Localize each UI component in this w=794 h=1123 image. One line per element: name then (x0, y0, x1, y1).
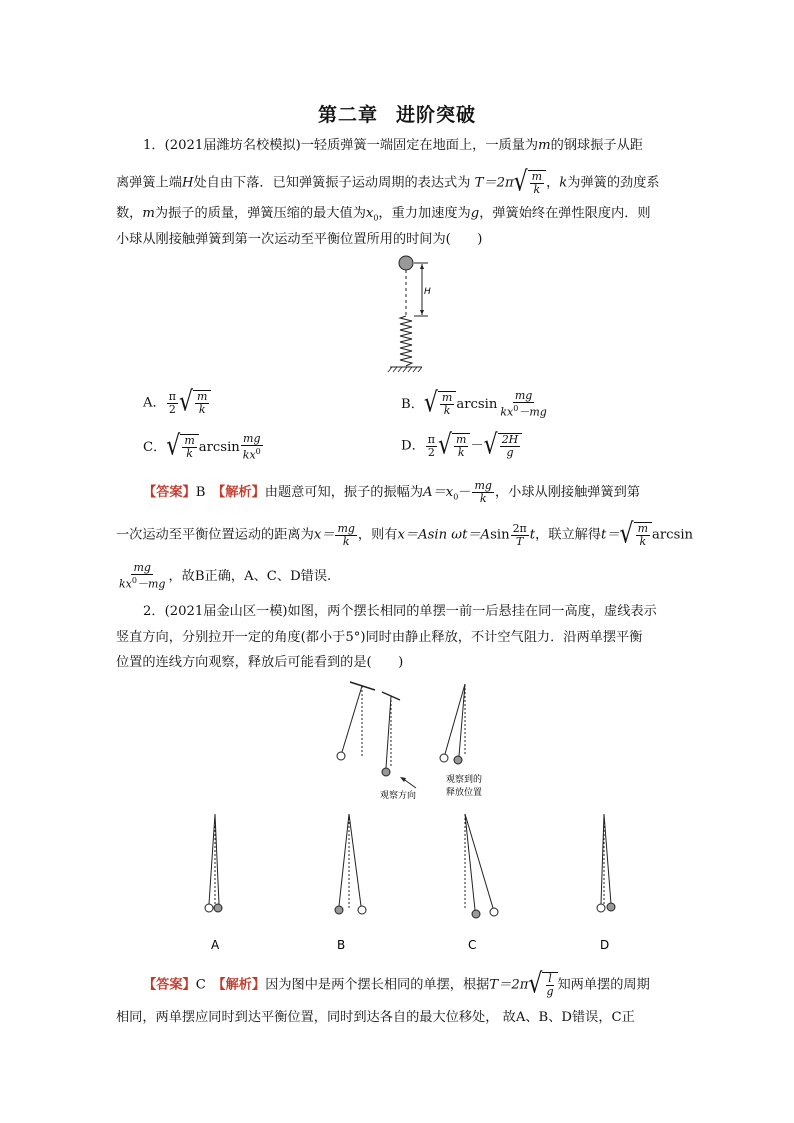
obs-bob-gray (454, 756, 462, 764)
chapter-subtitle: 进阶突破 (396, 104, 477, 126)
spring-coil (400, 316, 412, 366)
answer-tag: 【答案】 (143, 485, 196, 500)
q1-option-b[interactable]: B． √ $\frac{m}{k}$ arcsin $\frac{mg}{kx^0-mg}$ (401, 388, 547, 420)
q1-option-a[interactable]: A． $\frac{\pi}{2}$ √ $\frac{m}{k}$ (143, 390, 211, 416)
q2-option-b-figure[interactable] (325, 810, 375, 960)
bob-gray (382, 768, 390, 776)
string-right (386, 696, 391, 768)
a2-line1: 【答案】C 【解析】因为图中是两个摆长相同的单摆，根据T＝2π √ $\frac{l}{g}$ 知两单摆的周期 (143, 968, 650, 1000)
steel-ball (399, 256, 413, 270)
label-view-direction: 观察方向 (380, 791, 417, 801)
a1-line2: 一次运动至平衡位置运动的距离为x＝ $\frac{mg}{k}$ ，则有x＝Asin ωt＝Asin $\frac{2\pi}{T}$ t，联立解得t＝ √ $\frac{m}{k}$ arcsin (116, 518, 694, 550)
label-obs-2: 释放位置 (446, 788, 483, 798)
q2-line3: 位置的连线方向观察，释放后可能看到的是( ) (116, 655, 404, 670)
q2-option-b-label: B (337, 938, 346, 952)
analysis-tag: 【解析】 (218, 485, 265, 500)
chapter-label: 第二章 (317, 104, 378, 126)
label-obs-1: 观察到的 (446, 775, 483, 785)
q2-option-a-label: A (211, 938, 220, 952)
string-left (342, 686, 362, 752)
q1-line1: 1．(2021届潍坊名校模拟)一轻质弹簧一端固定在地面上，一质量为m的钢球振子从距 (143, 138, 643, 153)
q1-line2: 离弹簧上端H处自由下落．已知弹簧振子运动周期的表达式为 T＝2π √ $\frac{m}{k}$ ，k为弹簧的劲度系 (116, 166, 660, 198)
q2-option-c-label: C (468, 938, 477, 952)
pendulum-setup-figure (320, 676, 520, 806)
q1-line3: 数，m为振子的质量，弹簧压缩的最大值为$x_0$，重力加速度为g，弹簧始终在弹性限度内．则 (116, 206, 651, 223)
q2-option-a-figure[interactable] (195, 810, 235, 960)
q2-line2: 竖直方向，分别拉开一定的角度(都小于5°)同时由静止释放，不计空气阻力．沿两单摆平衡 (116, 630, 643, 645)
h-arrow-down (420, 310, 424, 315)
h-label: H (424, 287, 431, 297)
q2-line1: 2．(2021届金山区一模)如图，两个摆长相同的单摆一前一后悬挂在同一高度，虚线表示 (143, 604, 657, 619)
a1-line1: 【答案】B 【解析】由题意可知，振子的振幅为$A=x_0-$ $\frac{mg}{k}$ ，小球从刚接触弹簧到第 (143, 479, 641, 505)
spring-figure (380, 250, 440, 375)
q2-option-d-label: D (600, 938, 610, 952)
a1-line3: $\frac{mg}{kx^0-mg}$ ，故B正确，A、C、D错误. (119, 561, 332, 591)
q1-line4: 小球从刚接触弹簧到第一次运动至平衡位置所用的时间为( ) (116, 232, 483, 247)
page-title (0, 100, 794, 127)
q2-option-d-figure[interactable] (588, 810, 628, 960)
h-arrow-up (420, 264, 424, 269)
bob-white (337, 752, 345, 760)
q1-option-c[interactable]: C． √ $\frac{m}{k}$ arcsin $\frac{mg}{kx^0}$ (143, 431, 261, 463)
ground-hatch (388, 367, 422, 372)
view-arrow-head (400, 777, 406, 782)
a2-line2: 相同，两单摆应同时到达平衡位置，同时到达各自的最大位移处， 故A、B、D错误，C正 (116, 1010, 635, 1025)
obs-bob-white (440, 754, 448, 762)
q2-option-c-figure[interactable] (455, 810, 505, 960)
q1-option-d[interactable]: D． $\frac{\pi}{2}$ √ $\frac{m}{k}$ － √ $\frac{2H}{g}$ (401, 433, 522, 459)
